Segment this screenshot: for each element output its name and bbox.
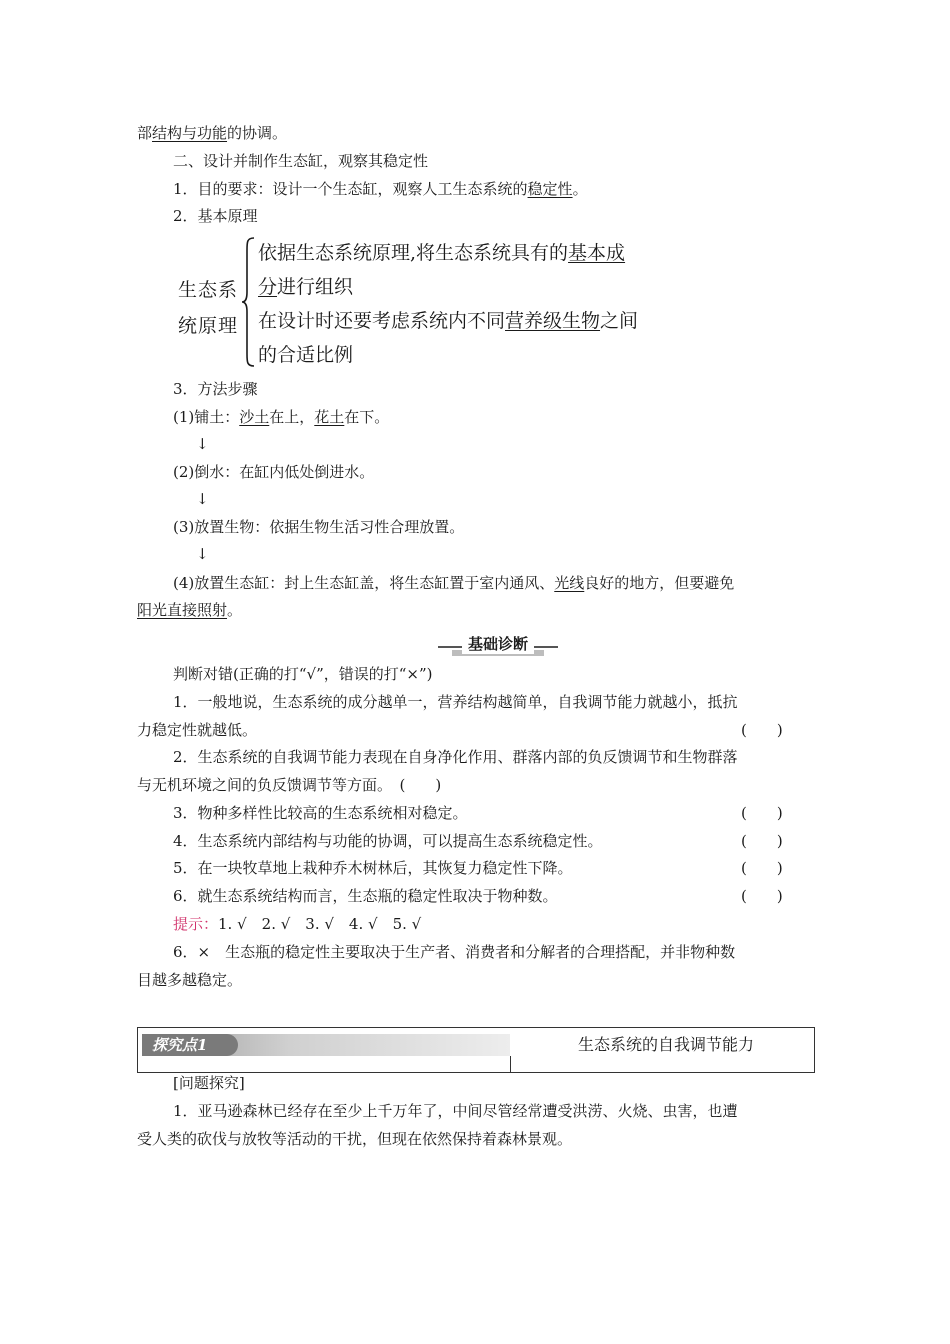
- underlined-term: 基本成: [568, 242, 626, 264]
- down-arrow-icon: ↓: [196, 435, 209, 453]
- step-2: (2)倒水：在缸内低处倒进水。: [173, 463, 375, 481]
- answer-blank: ( ): [741, 804, 783, 822]
- answer-6: 6．× 生态瓶的稳定性主要取决于生产者、消费者和分解者的合理搭配，并非物种数: [173, 943, 736, 961]
- banner-label: 基础诊断: [462, 634, 534, 654]
- answer-6-cont: 目越多越稳定。: [137, 971, 243, 989]
- problem-1-cont: 受人类的砍伐与放牧等活动的干扰，但现在依然保持着森林景观。: [137, 1130, 573, 1148]
- step-text: (1)铺土：: [173, 408, 240, 426]
- method-heading: 3．方法步骤: [173, 380, 258, 398]
- answer-blank: ( ): [741, 721, 783, 739]
- goal-line: [173, 178, 817, 200]
- underlined-term: 花土: [314, 408, 345, 426]
- instruction: 判断对错(正确的打“√”，错误的打“×”): [173, 665, 433, 683]
- answer-blank: ( ): [741, 887, 783, 905]
- principle-text: 依据生态系统原理,将生态系统具有的: [258, 242, 569, 264]
- question-5: 5．在一块牧草地上栽种乔木树林后，其恢复力稳定性下降。: [173, 859, 573, 877]
- step-1: [173, 406, 817, 428]
- principle-label: [178, 272, 244, 344]
- down-arrow-icon: ↓: [196, 545, 209, 563]
- down-arrow-icon: ↓: [196, 490, 209, 508]
- explore-tag: [142, 1034, 510, 1056]
- underlined-term: 结构与功能: [152, 124, 228, 142]
- intro-suffix: 的协调。: [227, 124, 288, 142]
- hint-line: [173, 913, 817, 935]
- step-3: (3)放置生物：依据生物生活习性合理放置。: [173, 518, 465, 536]
- answer-blank: ( ): [741, 859, 783, 877]
- underlined-term: 沙土: [239, 408, 270, 426]
- question-4: 4．生态系统内部结构与功能的协调，可以提高生态系统稳定性。: [173, 832, 603, 850]
- question-2: 2．生态系统的自我调节能力表现在自身净化作用、群落内部的负反馈调节和生物群落: [173, 748, 738, 766]
- underlined-term: 分: [258, 276, 278, 298]
- step-text: (4)放置生态缸：封上生态缸盖，将生态缸置于室内通风、: [173, 574, 555, 592]
- intro-prefix: 部: [137, 124, 153, 142]
- question-2-cont: 与无机环境之间的负反馈调节等方面。 ( ): [137, 776, 442, 794]
- step-text: 良好的地方，但要避免: [584, 574, 735, 592]
- principle-line-2: [258, 270, 353, 304]
- section-heading: 二、设计并制作生态缸，观察其稳定性: [173, 152, 429, 170]
- principle-block: [178, 236, 698, 372]
- explore-box: [137, 1027, 815, 1073]
- explore-divider: [510, 1056, 511, 1072]
- explore-title: 生态系统的自我调节能力: [578, 1035, 755, 1054]
- problem-label: [问题探究]: [173, 1074, 245, 1092]
- goal-suffix: 。: [572, 180, 588, 198]
- principle-label-line: 统原理: [178, 315, 239, 337]
- goal-prefix: 1．目的要求：设计一个生态缸，观察人工生态系统的: [173, 180, 528, 198]
- underlined-term: 稳定性: [527, 180, 573, 198]
- principle-heading: 2．基本原理: [173, 207, 258, 225]
- principle-text: 之间: [600, 310, 639, 332]
- step-text: 在上，: [269, 408, 315, 426]
- underlined-term: 阳光直接照射: [137, 601, 228, 619]
- principle-text: 进行组织: [277, 276, 354, 298]
- step-text: 在下。: [344, 408, 390, 426]
- principle-label-line: 生态系: [178, 279, 239, 301]
- diagnosis-banner: [438, 634, 558, 656]
- underlined-term: 光线: [554, 574, 585, 592]
- question-1-cont: 力稳定性就越低。: [137, 721, 258, 739]
- intro-line: [137, 122, 817, 144]
- principle-text: 在设计时还要考虑系统内不同: [258, 310, 506, 332]
- explore-tag-label: 探究点1: [152, 1036, 208, 1054]
- answer-blank: ( ): [741, 832, 783, 850]
- question-1: 1．一般地说，生态系统的成分越单一，营养结构越简单，自我调节能力就越小，抵抗: [173, 693, 738, 711]
- step-text: 。: [227, 601, 243, 619]
- step-4: [173, 572, 817, 594]
- question-3: 3．物种多样性比较高的生态系统相对稳定。: [173, 804, 468, 822]
- problem-1: 1．亚马逊森林已经存在至少上千万年了，中间尽管经常遭受洪涝、火烧、虫害，也遭: [173, 1102, 738, 1120]
- step-4-cont: [137, 599, 817, 621]
- principle-line-1: [258, 236, 625, 270]
- hint-label: 提示：: [173, 915, 219, 933]
- underlined-term: 营养级生物: [505, 310, 601, 332]
- curly-brace-icon: [240, 236, 256, 368]
- question-6: 6．就生态系统结构而言，生态瓶的稳定性取决于物种数。: [173, 887, 558, 905]
- principle-line-3: [258, 304, 638, 338]
- hint-answers: 1. √ 2. √ 3. √ 4. √ 5. √: [218, 915, 422, 933]
- principle-line-4: 的合适比例: [258, 344, 354, 366]
